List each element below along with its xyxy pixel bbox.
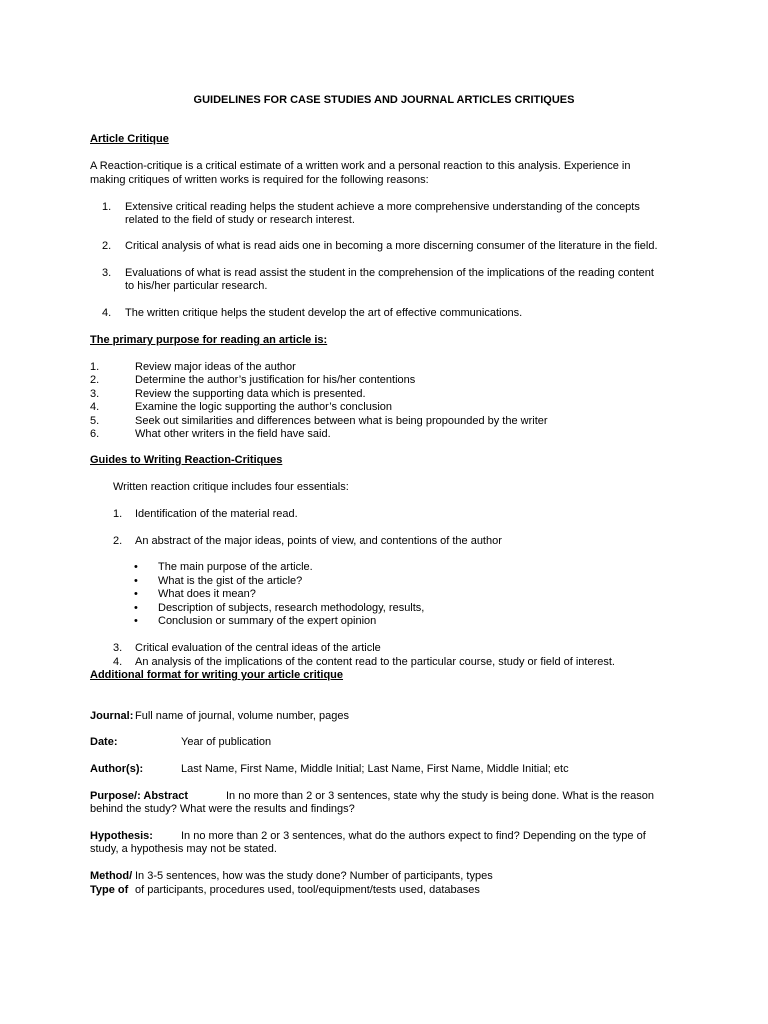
essential-item-text: Critical evaluation of the central ideas of the article: [135, 642, 381, 654]
reason-item-text: Critical analysis of what is read aids one in becoming a more discerning consumer of the literature in the field.: [125, 240, 658, 252]
bullet-item-text: What is the gist of the article?: [158, 575, 303, 587]
purpose-item-text: Determine the author’s justification for his/her contentions: [135, 374, 416, 386]
list-number: 2.: [113, 535, 123, 547]
purpose-item-text: Examine the logic supporting the author’s conclusion: [135, 401, 393, 413]
authors-text: Last Name, First Name, Middle Initial; Last Name, First Name, Middle Initial; etc: [181, 763, 569, 775]
section-heading-guides: Guides to Writing Reaction-Critiques: [90, 454, 283, 466]
list-number: 2.: [102, 240, 112, 252]
reason-item-text: related to the field of study or research interest.: [125, 214, 355, 226]
bullet-item-text: What does it mean?: [158, 588, 256, 600]
purpose-item-text: What other writers in the field have said.: [135, 428, 331, 440]
guides-intro: Written reaction critique includes four essentials:: [113, 481, 349, 493]
method-label: Method/: [90, 870, 133, 882]
bullet-icon: •: [134, 615, 138, 627]
method-text: of participants, procedures used, tool/equipment/tests used, databases: [135, 884, 480, 896]
list-number: 6.: [90, 428, 100, 440]
purpose-text: In no more than 2 or 3 sentences, state why the study is being done. What is the reason: [226, 790, 655, 802]
hypothesis-label: Hypothesis:: [90, 830, 153, 842]
essential-item-text: An abstract of the major ideas, points of view, and contentions of the author: [135, 535, 502, 547]
essential-item-text: Identification of the material read.: [135, 508, 298, 520]
bullet-item-text: The main purpose of the article.: [158, 561, 313, 573]
purpose-text: behind the study? What were the results and findings?: [90, 803, 355, 815]
date-label: Date:: [90, 736, 118, 748]
reason-item-text: The written critique helps the student develop the art of effective communications.: [125, 307, 523, 319]
authors-label: Author(s):: [90, 763, 144, 775]
reason-item-text: Extensive critical reading helps the student achieve a more comprehensive understanding of the concepts: [125, 201, 640, 213]
list-number: 3.: [102, 267, 112, 279]
section-heading-additional-format: Additional format for writing your article critique: [90, 669, 344, 681]
purpose-item-text: Seek out similarities and differences between what is being propounded by the writer: [135, 415, 548, 427]
bullet-icon: •: [134, 575, 138, 587]
section-heading-primary-purpose: The primary purpose for reading an article is:: [90, 334, 328, 346]
intro-paragraph-line: making critiques of written works is required for the following reasons:: [90, 174, 429, 186]
method-text: In 3-5 sentences, how was the study done? Number of participants, types: [135, 870, 493, 882]
journal-label: Journal:: [90, 710, 134, 722]
bullet-item-text: Conclusion or summary of the expert opinion: [158, 615, 377, 627]
hypothesis-text: In no more than 2 or 3 sentences, what do the authors expect to find? Depending on the type of: [181, 830, 646, 842]
list-number: 4.: [113, 656, 123, 668]
journal-text: Full name of journal, volume number, pages: [135, 710, 350, 722]
type-label: Type of: [90, 884, 129, 896]
purpose-label: Purpose/: Abstract: [90, 790, 189, 802]
bullet-item-text: Description of subjects, research methodology, results,: [158, 602, 425, 614]
list-number: 3.: [113, 642, 123, 654]
bullet-icon: •: [134, 561, 138, 573]
list-number: 5.: [90, 415, 100, 427]
reason-item-text: to his/her particular research.: [125, 280, 268, 292]
list-number: 2.: [90, 374, 100, 386]
list-number: 4.: [102, 307, 112, 319]
section-heading-article-critique: Article Critique: [90, 133, 169, 145]
date-text: Year of publication: [181, 736, 272, 748]
list-number: 4.: [90, 401, 100, 413]
list-number: 3.: [90, 388, 100, 400]
purpose-item-text: Review major ideas of the author: [135, 361, 296, 373]
purpose-item-text: Review the supporting data which is presented.: [135, 388, 366, 400]
essential-item-text: An analysis of the implications of the content read to the particular course, study or field of interest.: [135, 656, 615, 668]
bullet-icon: •: [134, 602, 138, 614]
hypothesis-text: study, a hypothesis may not be stated.: [90, 843, 277, 855]
bullet-icon: •: [134, 588, 138, 600]
document-title: GUIDELINES FOR CASE STUDIES AND JOURNAL ARTICLES CRITIQUES: [193, 94, 575, 106]
intro-paragraph-line: A Reaction-critique is a critical estimate of a written work and a personal reaction to this analysis. Experience in: [90, 160, 631, 172]
list-number: 1.: [90, 361, 100, 373]
reason-item-text: Evaluations of what is read assist the student in the comprehension of the implications of the reading content: [125, 267, 654, 279]
list-number: 1.: [102, 201, 112, 213]
list-number: 1.: [113, 508, 123, 520]
